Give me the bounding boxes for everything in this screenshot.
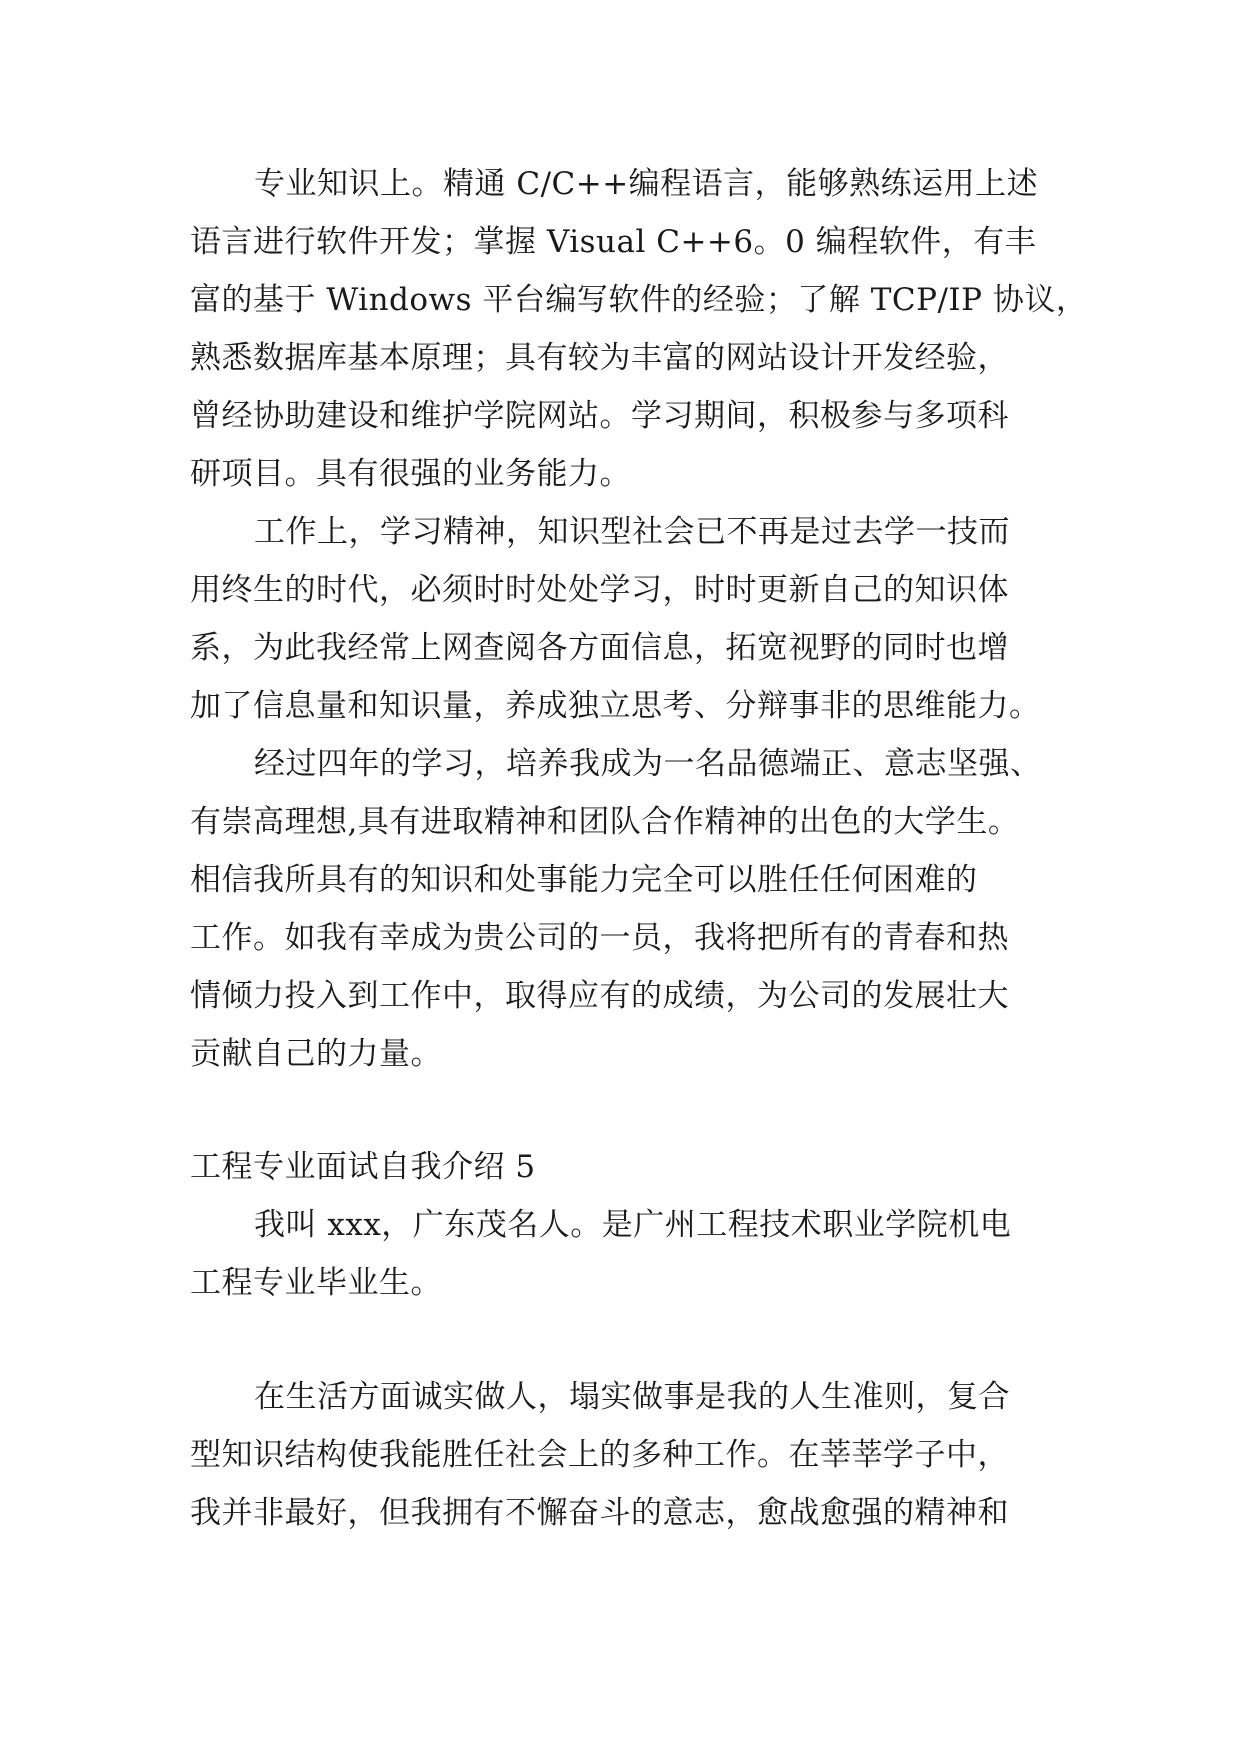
paragraph-3-line-1: 经过四年的学习，培养我成为一名品德端正、意志坚强、: [254, 746, 1042, 782]
paragraph-2-line-3: 系，为此我经常上网查阅各方面信息，拓宽视野的同时也增: [190, 630, 1009, 666]
paragraph-3-line-5: 情倾力投入到工作中，取得应有的成绩，为公司的发展壮大: [190, 978, 1009, 1014]
paragraph-3-line-2: 有崇高理想,具有进取精神和团队合作精神的出色的大学生。: [190, 804, 1020, 840]
paragraph-3-line-4: 工作。如我有幸成为贵公司的一员，我将把所有的青春和热: [190, 920, 1009, 956]
paragraph-3-line-3: 相信我所具有的知识和处事能力完全可以胜任任何困难的: [190, 862, 978, 898]
paragraph-5-line-3: 我并非最好，但我拥有不懈奋斗的意志，愈战愈强的精神和: [190, 1495, 1009, 1531]
paragraph-1-line-4: 熟悉数据库基本原理；具有较为丰富的网站设计开发经验，: [190, 340, 1009, 376]
paragraph-5-line-1: 在生活方面诚实做人，塌实做事是我的人生准则，复合: [254, 1379, 1010, 1415]
paragraph-4-line-2: 工程专业毕业生。: [190, 1265, 442, 1301]
section-title: 工程专业面试自我介绍 5: [190, 1149, 536, 1185]
paragraph-3-line-6: 贡献自己的力量。: [190, 1036, 442, 1072]
paragraph-1-line-3: 富的基于 Windows 平台编写软件的经验；了解 TCP/IP 协议，: [190, 282, 1088, 318]
paragraph-4-line-1: 我叫 xxx，广东茂名人。是广州工程技术职业学院机电: [254, 1207, 1012, 1243]
paragraph-1-line-5: 曾经协助建设和维护学院网站。学习期间，积极参与多项科: [190, 398, 1009, 434]
paragraph-1-line-2: 语言进行软件开发；掌握 Visual C++6。0 编程软件，有丰: [190, 224, 1037, 260]
paragraph-1-line-6: 研项目。具有很强的业务能力。: [190, 456, 631, 492]
paragraph-5-line-2: 型知识结构使我能胜任社会上的多种工作。在莘莘学子中，: [190, 1437, 1009, 1473]
paragraph-2-line-2: 用终生的时代，必须时时处处学习，时时更新自己的知识体: [190, 572, 1009, 608]
paragraph-2-line-1: 工作上，学习精神，知识型社会已不再是过去学一技而: [254, 514, 1010, 550]
paragraph-2-line-4: 加了信息量和知识量，养成独立思考、分辩事非的思维能力。: [190, 688, 1041, 724]
paragraph-1-line-1: 专业知识上。精通 C/C++编程语言，能够熟练运用上述: [254, 166, 1039, 202]
